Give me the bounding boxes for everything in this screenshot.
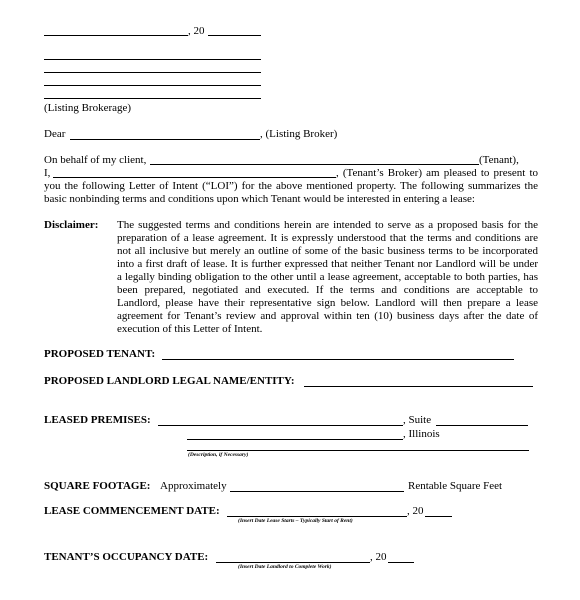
proposed-tenant-label: PROPOSED TENANT: [44, 348, 156, 360]
tenant-label: (Tenant), [479, 154, 519, 166]
illinois-label: , Illinois [403, 428, 440, 440]
commencement-hint: (Insert Date Lease Starts – Typically Start of Rent) [238, 518, 353, 524]
occupancy-year-line[interactable] [388, 562, 414, 563]
dear-label: Dear [44, 128, 66, 140]
proposed-landlord-label: PROPOSED LANDLORD LEGAL NAME/ENTITY: [44, 375, 295, 387]
intro-paragraph [44, 180, 538, 206]
listing-broker-name-line[interactable] [70, 139, 260, 140]
commencement-year-line[interactable] [425, 516, 452, 517]
commencement-date-line[interactable] [227, 516, 407, 517]
approximately-label: Approximately [160, 480, 227, 492]
brokerage-address-line-4[interactable] [44, 98, 261, 99]
square-footage-line[interactable] [230, 491, 404, 492]
commencement-label: LEASE COMMENCEMENT DATE: [44, 505, 220, 517]
premises-description-line[interactable] [187, 450, 529, 451]
date-year-input-line[interactable] [208, 35, 261, 36]
date-year-label: , 20 [188, 25, 205, 37]
brokerage-address-line-1[interactable] [44, 59, 261, 60]
square-footage-label: SQUARE FOOTAGE: [44, 480, 151, 492]
disclaimer-line: not all inclusive but merely an outline of some of the basic business terms to be incorporated [117, 245, 538, 257]
disclaimer-paragraph [117, 219, 538, 336]
proposed-landlord-line[interactable] [304, 386, 533, 387]
description-hint: (Description, if Necessary) [188, 452, 249, 458]
tenant-name-line[interactable] [150, 164, 479, 165]
disclaimer-label: Disclaimer: [44, 219, 99, 231]
rentable-square-feet-label: Rentable Square Feet [408, 480, 503, 492]
disclaimer-line: preparation of a lease agreement. It is expressly understood that the terms and conditions are [117, 232, 538, 244]
disclaimer-line: been prepared, negotiated and executed. If the terms and conditions are acceptable to [117, 284, 538, 296]
disclaimer-line: The suggested terms and conditions herein are intended to serve as a proposed basis for the [117, 219, 538, 231]
occupancy-date-line[interactable] [216, 562, 370, 563]
intro-line-4: basic nonbinding terms and conditions upon which Tenant would be interested in entering a lease: [44, 193, 475, 205]
date-input-line[interactable] [44, 35, 188, 36]
listing-brokerage-label: (Listing Brokerage) [44, 102, 132, 114]
premises-city-line[interactable] [187, 439, 403, 440]
leased-premises-label: LEASED PREMISES: [44, 414, 151, 426]
proposed-tenant-line[interactable] [162, 359, 514, 360]
tenant-broker-name-line[interactable] [53, 177, 336, 178]
occupancy-label: TENANT’S OCCUPANCY DATE: [44, 551, 209, 563]
commencement-year-label: , 20 [407, 505, 424, 517]
brokerage-address-line-2[interactable] [44, 72, 261, 73]
disclaimer-line: a legally binding obligation to the other until a lease agreement, acceptable to both parties, has [117, 271, 538, 283]
suite-label: , Suite [403, 414, 432, 426]
disclaimer-line: agreement for Tenant’s review and approval within ten (10) business days after the date of [117, 310, 538, 322]
suite-line[interactable] [436, 425, 528, 426]
intro-line-3: you the following Letter of Intent (“LOI”) for the above mentioned property. The following summarizes the [44, 180, 538, 192]
disclaimer-line: execution of this Letter of Intent. [117, 323, 263, 335]
tenant-broker-label: , (Tenant’s Broker) am pleased to present to [336, 167, 538, 179]
premises-address-line[interactable] [158, 425, 403, 426]
occupancy-hint: (Insert Date Landlord to Complete Work) [238, 564, 332, 570]
client-prefix: On behalf of my client, [44, 154, 147, 166]
listing-broker-label: , (Listing Broker) [260, 128, 338, 140]
disclaimer-line: into a first draft of lease. It is further expressed that neither Tenant nor Landlord will be under [117, 258, 538, 270]
broker-prefix: I, [44, 167, 51, 179]
disclaimer-line: Landlord, please have their representative sign below. Landlord will then prepare a lease [117, 297, 538, 309]
occupancy-year-label: , 20 [370, 551, 387, 563]
brokerage-address-line-3[interactable] [44, 85, 261, 86]
